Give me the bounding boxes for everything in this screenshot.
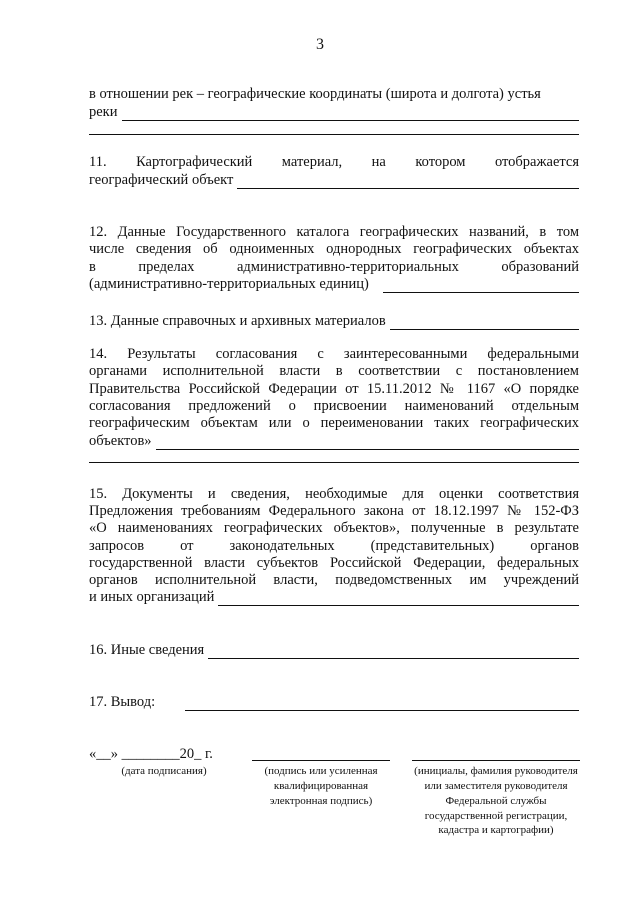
rivers-fill-line[interactable] [122, 106, 580, 121]
signature-line[interactable] [252, 760, 390, 761]
s16-row [89, 642, 579, 659]
s12-line-2: числе сведения об одноименных однородных географических объектах [89, 241, 579, 257]
s12-row-4 [89, 276, 579, 293]
s12-fill-line[interactable] [383, 278, 579, 293]
s17-row [89, 694, 579, 711]
s11-line-2: географический объект [89, 172, 234, 188]
name-line[interactable] [412, 760, 580, 761]
date-caption: (дата подписания) [121, 765, 207, 777]
s14-line-5: географическим объектам или о переименовании таких географических [89, 415, 579, 431]
s14-line-1: 14. Результаты согласования с заинтересованными федеральными [89, 346, 579, 362]
s14-line-4: согласования предложений о присвоении наименований отдельным [89, 398, 579, 414]
s15-line-1: 15. Документы и сведения, необходимые для оценки соответствия [89, 486, 579, 502]
s14-row-6 [89, 433, 579, 450]
s11-fill-line[interactable] [237, 174, 579, 189]
s14-extra-line[interactable] [89, 462, 579, 463]
page-number: 3 [316, 36, 324, 53]
s17-fill-line[interactable] [185, 696, 579, 711]
rivers-extra-line[interactable] [89, 134, 579, 135]
s11-line-1: 11. Картографический материал, на котором отображается [89, 154, 579, 170]
date-line[interactable]: «__» ________20_ г. [89, 746, 213, 762]
s15-line-7: и иных организаций [89, 589, 215, 605]
signature-caption: (подпись или усиленная квалифицированная электронная подпись) [264, 765, 378, 807]
s15-line-4: запросов от законодательных (представительных) органов [89, 538, 579, 554]
s14-line-6: объектов» [89, 433, 152, 449]
rivers-line-1: в отношении рек – географические координаты (широта и долгота) устья [89, 86, 541, 102]
s14-line-2: органами исполнительной власти в соответствии с постановлением [89, 363, 579, 379]
s17-line-1: 17. Вывод: [89, 694, 156, 710]
rivers-line-2: реки [89, 104, 118, 120]
s13-line-1: 13. Данные справочных и архивных материалов [89, 313, 386, 329]
s16-fill-line[interactable] [208, 644, 579, 659]
s11-row-2 [89, 172, 579, 189]
s15-row-7 [89, 589, 579, 606]
name-caption: (инициалы, фамилия руководителя или заместителя руководителя Федеральной службы государственной регистрации, кадастра и картографии) [414, 765, 578, 837]
s13-fill-line[interactable] [390, 315, 579, 330]
s12-line-3: в пределах административно-территориальных образований [89, 259, 579, 275]
s12-line-4: (административно-территориальных единиц) [89, 276, 369, 292]
s15-line-5: государственной власти субъектов Российской Федерации, федеральных [89, 555, 579, 571]
s15-line-6: органов исполнительной власти, подведомственных им учреждений [89, 572, 579, 588]
s13-row [89, 313, 579, 330]
s15-fill-line[interactable] [218, 591, 579, 606]
s14-line-3: Правительства Российской Федерации от 15.11.2012 № 1167 «О порядке [89, 381, 579, 397]
s15-line-2: Предложения требованиям Федерального закона от 18.12.1997 № 152-ФЗ [89, 503, 579, 519]
s16-line-1: 16. Иные сведения [89, 642, 205, 658]
s14-fill-line[interactable] [156, 435, 579, 450]
rivers-row-2 [89, 104, 579, 121]
s15-line-3: «О наименованиях географических объектов», полученные в результате [89, 520, 579, 536]
s12-line-1: 12. Данные Государственного каталога географических названий, в том [89, 224, 579, 240]
